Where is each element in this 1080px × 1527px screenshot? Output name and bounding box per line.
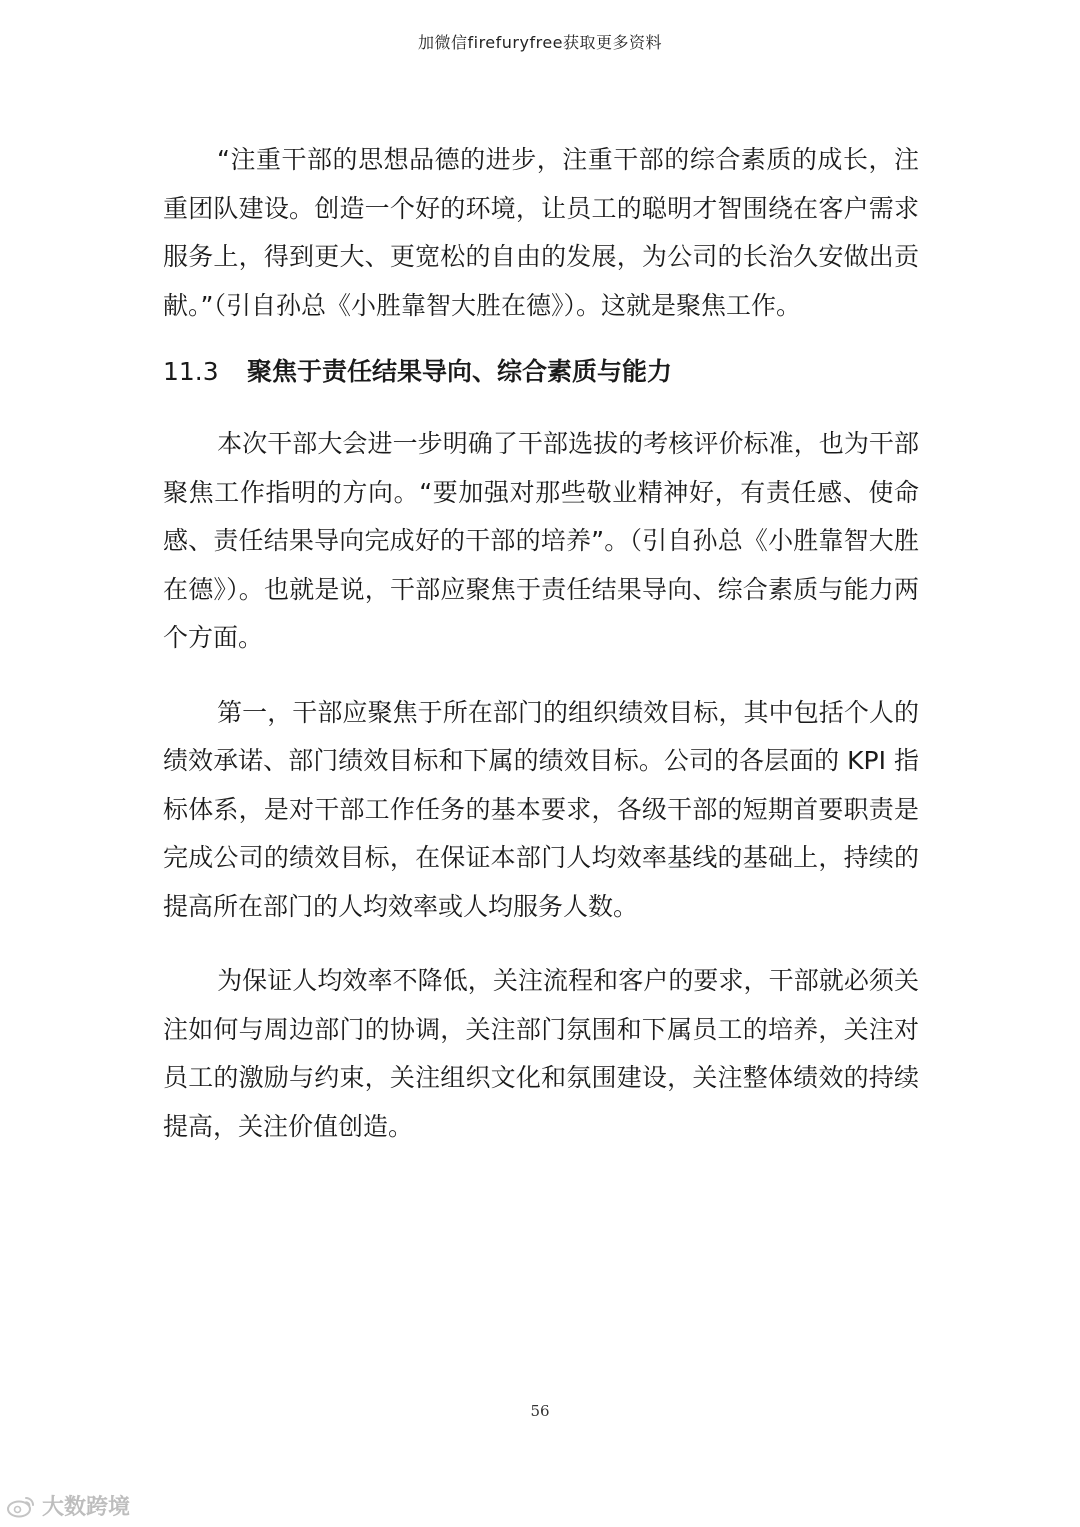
document-body (163, 136, 919, 1151)
page-number: 56 (530, 1402, 550, 1420)
watermark-text: 大数跨境 (42, 1495, 131, 1520)
weibo-logo-icon (6, 1494, 36, 1518)
section-title: 聚焦于责任结果导向、综合素质与能力 (247, 357, 673, 386)
header-note: 加微信firefuryfree获取更多资料 (417, 33, 663, 52)
paragraph-1-text: “注重干部的思想品德的进步，注重干部的综合素质的成长，注重团队建设。创造一个好的环境，让员工的聪明才智围绕在客户需求服务上，得到更大、更宽松的自由的发展，为公司的长治久安做出贡献。”（引自孙总《小胜靠智大胜在德》）。这就是聚焦工作。 (163, 145, 919, 320)
watermark (6, 1490, 130, 1521)
paragraph-3-text: 第一，干部应聚焦于所在部门的组织绩效目标，其中包括个人的绩效承诺、部门绩效目标和下属的绩效目标。公司的各层面的 KPI 指标体系，是对干部工作任务的基本要求，各级干部的短期首要职责是完成公司的绩效目标，在保证本部门人均效率基线的基础上，持续的提高所在部门的人均效率或人均服务人数。 (163, 697, 919, 921)
paragraph-4-text: 为保证人均效率不降低，关注流程和客户的要求，干部就必须关注如何与周边部门的协调，关注部门氛围和下属员工的培养，关注对员工的激励与约束，关注组织文化和氛围建设，关注整体绩效的持续提高，关注价值创造。 (163, 966, 919, 1141)
paragraph-2 (163, 420, 919, 663)
section-number: 11.3 (163, 357, 219, 386)
paragraph-1 (163, 136, 919, 330)
paragraph-4 (163, 957, 919, 1151)
paragraph-2-text: 本次干部大会进一步明确了干部选拔的考核评价标准，也为干部聚焦工作指明的方向。“要加强对那些敬业精神好，有责任感、使命感、责任结果导向完成好的干部的培养”。（引自孙总《小胜靠智大胜在德》）。也就是说，干部应聚焦于责任结果导向、综合素质与能力两个方面。 (163, 429, 919, 652)
section-heading (163, 352, 919, 392)
paragraph-3 (163, 689, 919, 932)
